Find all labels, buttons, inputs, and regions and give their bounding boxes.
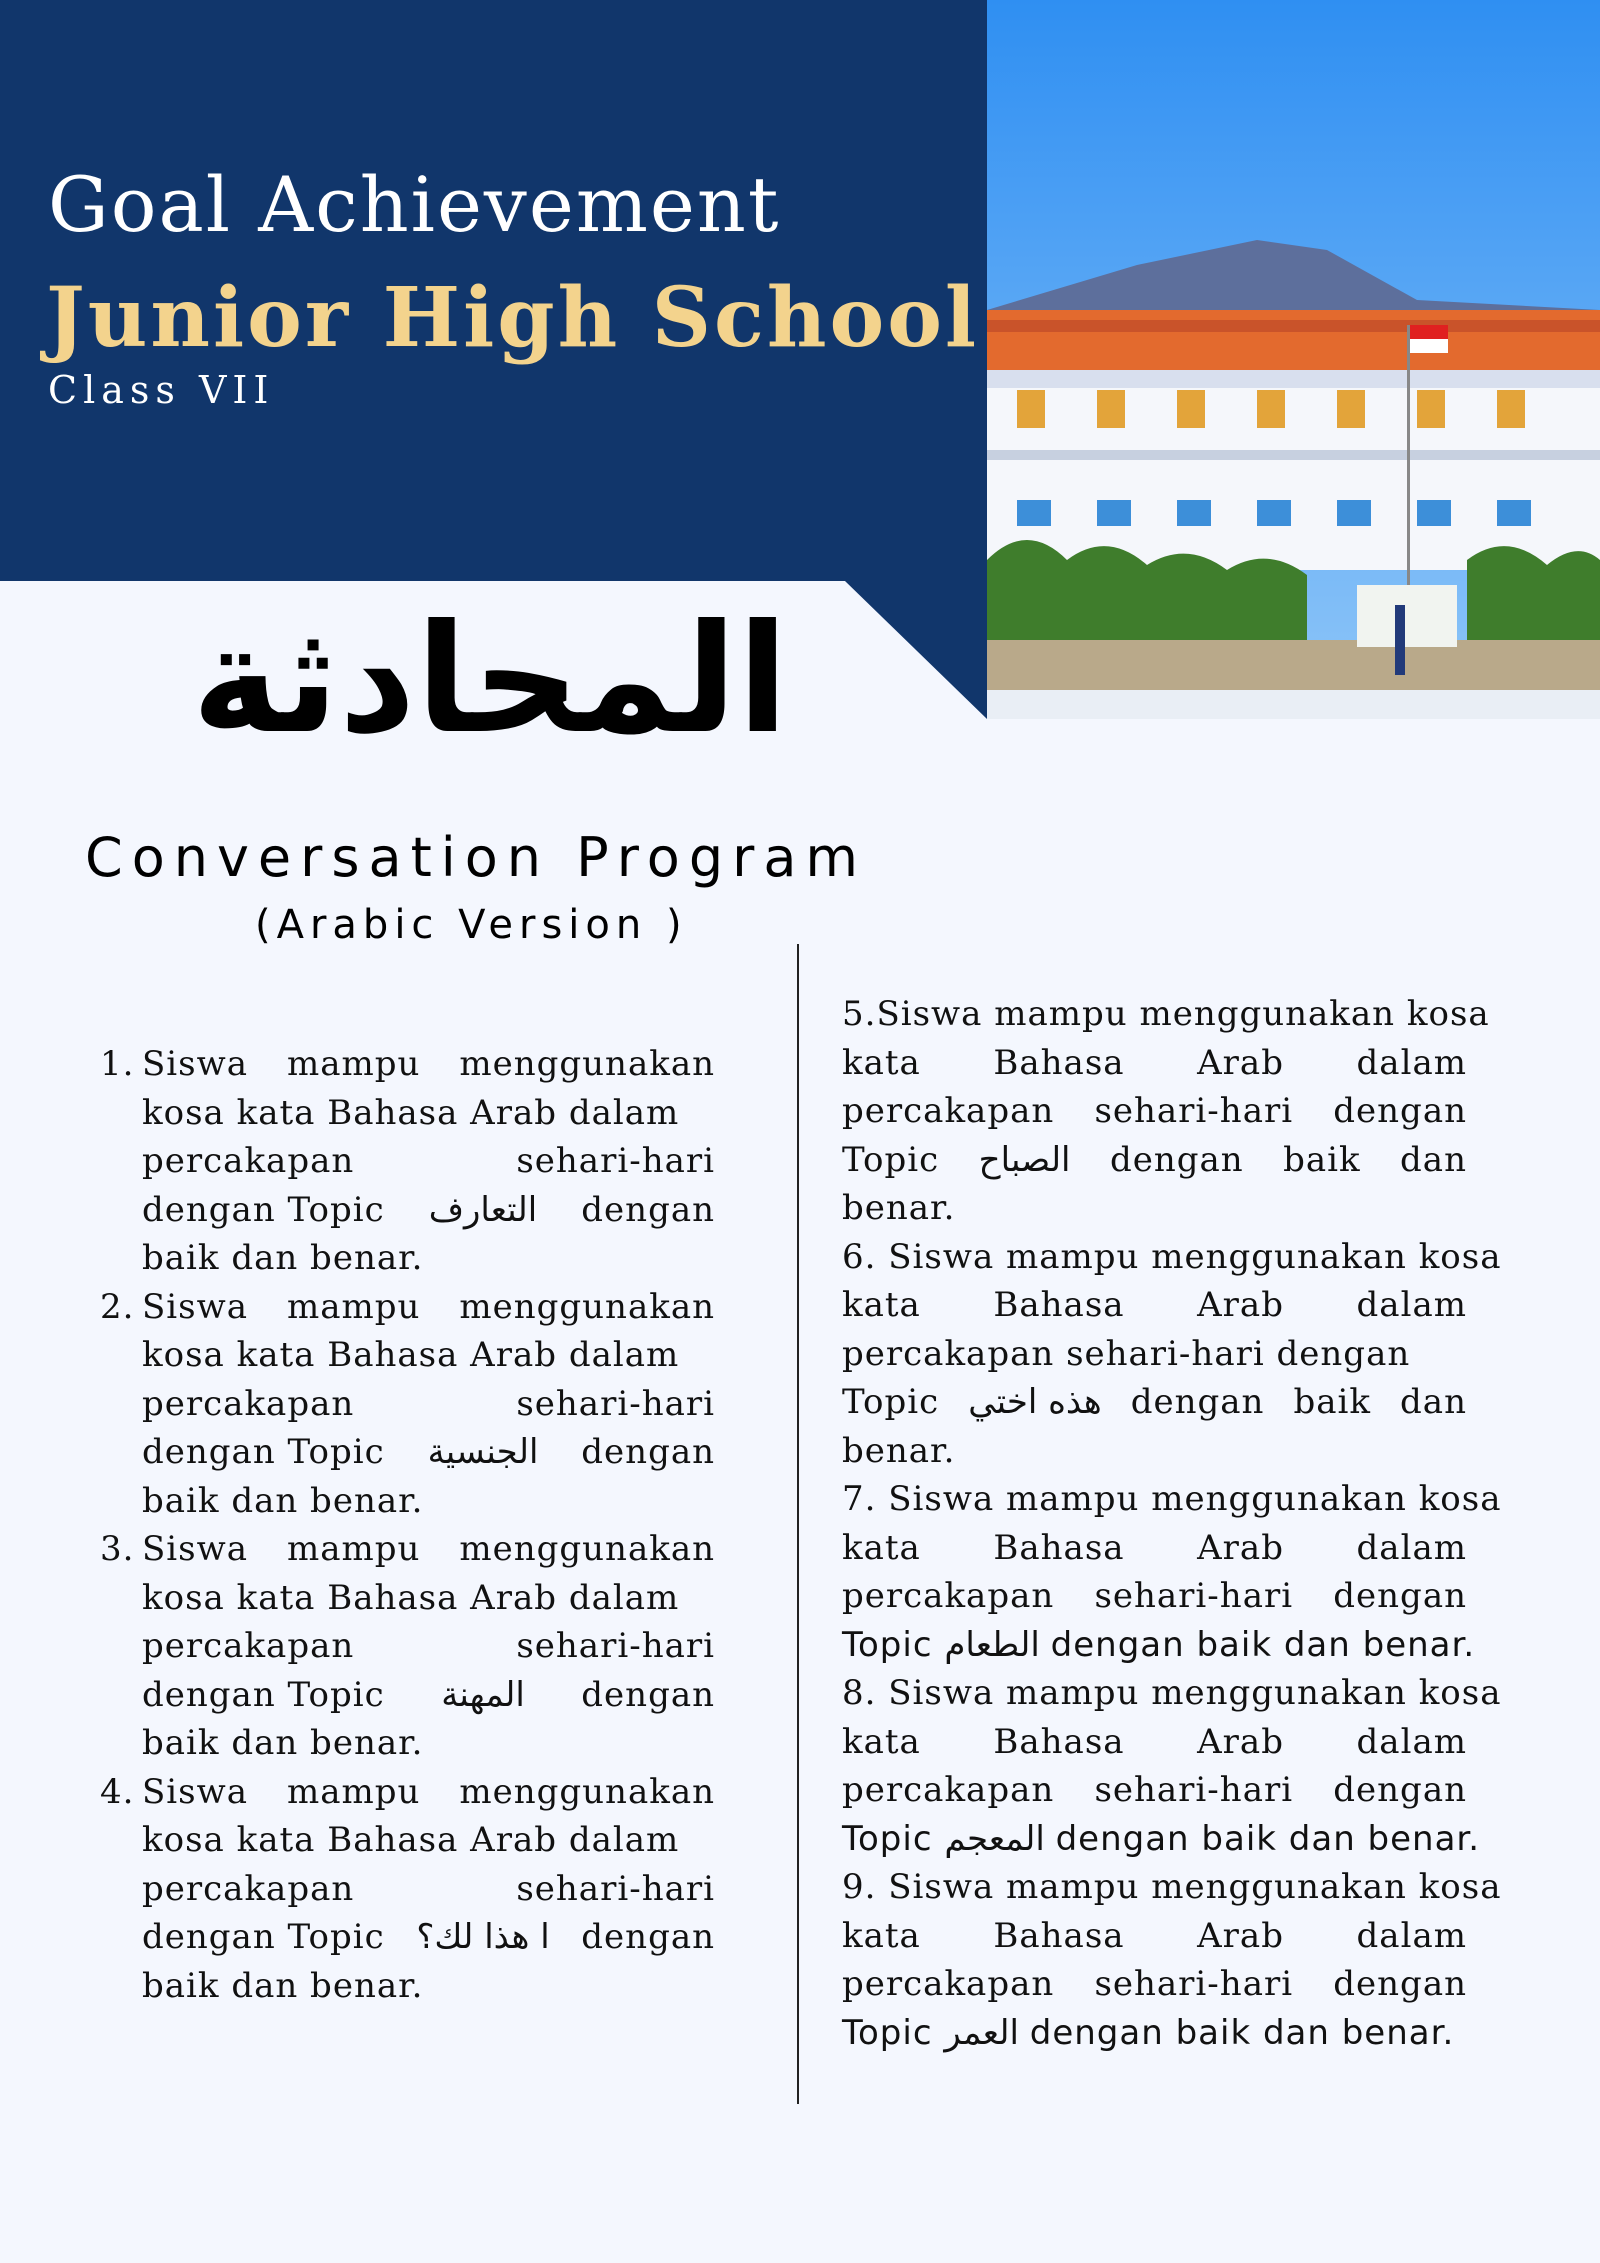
line-segment: dengan (581, 1432, 715, 1472)
line-segment: 6. Siswa mampu menggunakan kosa (842, 1236, 1502, 1277)
item-line (142, 1962, 715, 2011)
item-line (842, 990, 1490, 1039)
line-segment: mampu (286, 1771, 421, 1812)
item-line (142, 1525, 715, 1574)
item-line (842, 1766, 1467, 1815)
line-segment: dengan (1333, 1091, 1467, 1131)
line-segment: percakapan sehari-hari dengan (842, 1333, 1411, 1374)
line-segment: dengan (1333, 1770, 1467, 1810)
item-line (842, 1087, 1467, 1136)
line-segment: Siswa (142, 1771, 248, 1812)
line-segment: dengan (1333, 1964, 1467, 2004)
item-line (142, 1477, 715, 1526)
line-segment: kata (842, 1527, 921, 1568)
list-item (842, 1863, 1502, 2057)
item-line (142, 1719, 715, 1768)
list-item (842, 1669, 1502, 1863)
line-segment: ا هذا لك؟ (416, 1917, 550, 1957)
item-line (842, 1815, 1481, 1864)
line-segment: Siswa (142, 1044, 248, 1084)
item-line (842, 1524, 1467, 1573)
line-segment: baik dan benar. (142, 1723, 424, 1763)
line-segment: baik (1283, 1139, 1361, 1180)
item-line (842, 1572, 1467, 1621)
line-segment: Topic العمر dengan baik dan benar. (842, 2012, 1455, 2053)
line-segment: dan (1400, 1139, 1467, 1180)
line-segment: kosa kata Bahasa Arab dalam (142, 1335, 680, 1375)
item-line (842, 1184, 1467, 1233)
line-segment: benar. (842, 1188, 956, 1228)
item-line (842, 2009, 1467, 2058)
item-line (142, 1816, 715, 1865)
line-segment: percakapan (142, 1868, 355, 1909)
line-segment: 5.Siswa mampu menggunakan kosa (842, 994, 1490, 1034)
line-segment: Arab (1197, 1042, 1284, 1083)
line-segment: dalam (1356, 1527, 1467, 1568)
list-item (842, 1475, 1502, 1669)
line-segment: Bahasa (993, 1915, 1125, 1956)
left-objectives-list (100, 1040, 715, 2010)
item-line (842, 1960, 1467, 2009)
line-segment: sehari-hari (1094, 1964, 1294, 2004)
line-segment: Bahasa (993, 1527, 1125, 1568)
item-line (842, 1233, 1502, 1282)
line-segment: kosa kata Bahasa Arab dalam (142, 1577, 680, 1618)
column-divider (797, 944, 799, 2104)
line-segment: baik dan benar. (142, 1480, 424, 1521)
line-segment: mampu (286, 1529, 421, 1569)
line-segment: percakapan (842, 1091, 1055, 1131)
line-segment: dengan (581, 1189, 715, 1230)
line-segment: dengan Topic (142, 1674, 385, 1715)
item-line (842, 1863, 1502, 1912)
line-segment: dalam (1356, 1915, 1467, 1956)
line-segment: Arab (1197, 1915, 1284, 1956)
item-line (142, 1089, 715, 1138)
line-segment: Arab (1197, 1721, 1284, 1762)
line-segment: dalam (1356, 1042, 1467, 1083)
line-segment: kata (842, 1721, 921, 1762)
line-segment: dengan (581, 1674, 715, 1715)
item-line (842, 1281, 1467, 1330)
list-item (100, 1283, 715, 1526)
line-segment: percakapan (142, 1141, 355, 1181)
item-line (142, 1574, 715, 1623)
line-segment: menggunakan (459, 1529, 715, 1569)
program-version: (Arabic Version ) (255, 902, 688, 948)
item-line (142, 1040, 715, 1089)
header-banner (0, 0, 987, 581)
line-segment: percakapan (842, 1770, 1055, 1810)
list-item (100, 1040, 715, 1283)
item-line (142, 1234, 715, 1283)
line-segment: هذه اختي (968, 1382, 1102, 1422)
arabic-title: المحادثة (191, 593, 789, 767)
item-line (842, 1912, 1467, 1961)
item-number: 2. (100, 1286, 135, 1327)
line-segment: Bahasa (993, 1285, 1125, 1325)
line-segment: Topic (842, 1139, 940, 1180)
line-segment: percakapan (842, 1576, 1055, 1616)
line-segment: الجنسية (427, 1432, 539, 1472)
list-item (842, 1233, 1502, 1476)
line-segment: Arab (1197, 1527, 1284, 1568)
line-segment: 7. Siswa mampu menggunakan kosa (842, 1479, 1502, 1519)
line-segment: Bahasa (993, 1042, 1125, 1083)
header-subtitle: Junior High School (46, 270, 980, 366)
line-segment: 8. Siswa mampu menggunakan kosa (842, 1673, 1502, 1713)
line-segment: menggunakan (459, 1044, 715, 1084)
item-number: 1. (100, 1044, 135, 1084)
item-line (842, 1475, 1502, 1524)
line-segment: sehari-hari (516, 1141, 715, 1181)
line-segment: sehari-hari (1094, 1576, 1294, 1616)
line-segment: baik (1293, 1382, 1371, 1422)
line-segment: kosa kata Bahasa Arab dalam (142, 1092, 680, 1133)
item-line (142, 1428, 715, 1477)
item-line (842, 1330, 1467, 1379)
line-segment: Bahasa (993, 1721, 1125, 1762)
item-number: 4. (100, 1771, 135, 1812)
right-objectives-list (842, 990, 1502, 2057)
item-line (142, 1380, 715, 1429)
line-segment: dalam (1356, 1285, 1467, 1325)
line-segment: Topic الطعام dengan baik dan benar. (842, 1624, 1476, 1665)
item-line (842, 1669, 1502, 1718)
line-segment: sehari-hari (516, 1868, 715, 1909)
line-segment: kata (842, 1915, 921, 1956)
line-segment: Topic (842, 1382, 940, 1422)
item-line (142, 1622, 715, 1671)
item-line (842, 1621, 1476, 1670)
line-segment: baik dan benar. (142, 1965, 424, 2006)
line-segment: sehari-hari (1094, 1770, 1294, 1810)
program-title: Conversation Program (85, 826, 868, 889)
line-segment: sehari-hari (516, 1383, 715, 1424)
line-segment: Siswa (142, 1529, 248, 1569)
line-segment: Topic المعجم dengan baik dan benar. (842, 1818, 1481, 1859)
line-segment: dengan Topic (142, 1917, 385, 1957)
class-label: Class VII (48, 368, 275, 412)
line-segment: dengan (1109, 1139, 1244, 1180)
item-line (142, 1768, 715, 1817)
line-segment: sehari-hari (1094, 1091, 1294, 1131)
line-segment: الصباح (978, 1139, 1071, 1180)
line-segment: baik dan benar. (142, 1238, 424, 1278)
line-segment: 9. Siswa mampu menggunakan kosa (842, 1867, 1502, 1907)
item-line (142, 1283, 715, 1332)
line-segment: menggunakan (459, 1771, 715, 1812)
line-segment: kosa kata Bahasa Arab dalam (142, 1820, 680, 1860)
item-line (142, 1137, 715, 1186)
item-line (142, 1913, 715, 1962)
line-segment: Arab (1197, 1285, 1284, 1325)
list-item (100, 1768, 715, 2011)
line-segment: menggunakan (459, 1286, 715, 1327)
line-segment: dengan (1333, 1576, 1467, 1616)
item-line (142, 1671, 715, 1720)
item-line (142, 1331, 715, 1380)
line-segment: Siswa (142, 1286, 248, 1327)
line-segment: dengan (581, 1917, 715, 1957)
line-segment: percakapan (142, 1383, 355, 1424)
line-segment: benar. (842, 1430, 956, 1471)
list-item (842, 990, 1490, 1233)
line-segment: mampu (286, 1286, 421, 1327)
line-segment: kata (842, 1042, 921, 1083)
line-segment: المهنة (441, 1674, 525, 1715)
line-segment: dengan Topic (142, 1432, 385, 1472)
line-segment: dan (1400, 1382, 1467, 1422)
line-segment: dalam (1356, 1721, 1467, 1762)
line-segment: sehari-hari (516, 1626, 715, 1666)
line-segment: التعارف (428, 1189, 538, 1230)
school-building-photo (987, 0, 1600, 719)
line-segment: dengan Topic (142, 1189, 385, 1230)
list-item (100, 1525, 715, 1768)
line-segment: dengan (1130, 1382, 1265, 1422)
item-line (842, 1039, 1467, 1088)
item-line (842, 1378, 1467, 1427)
item-line (142, 1865, 715, 1914)
item-line (842, 1136, 1467, 1185)
item-line (842, 1427, 1467, 1476)
line-segment: mampu (286, 1044, 421, 1084)
item-line (142, 1186, 715, 1235)
line-segment: percakapan (842, 1964, 1055, 2004)
item-number: 3. (100, 1529, 135, 1569)
line-segment: kata (842, 1285, 921, 1325)
line-segment: percakapan (142, 1626, 355, 1666)
header-title: Goal Achievement (48, 160, 781, 249)
item-line (842, 1718, 1467, 1767)
